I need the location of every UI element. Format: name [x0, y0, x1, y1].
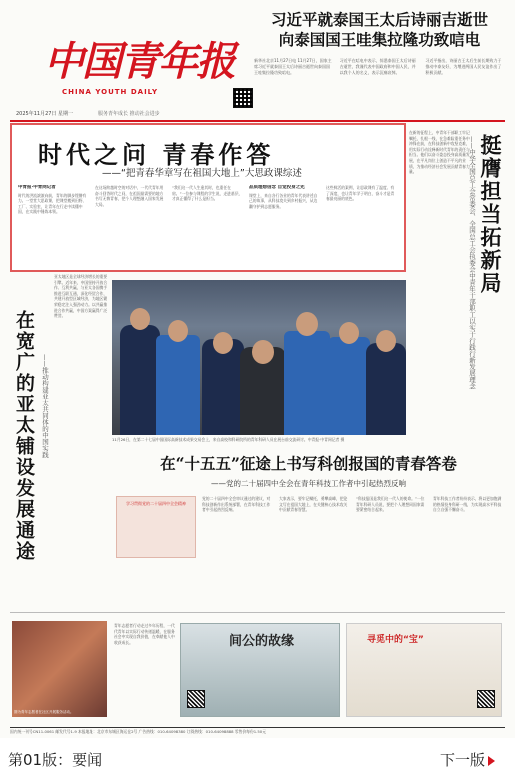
left-column-article[interactable] — [10, 274, 108, 574]
current-page-label: 第01版：要闻 — [8, 751, 103, 769]
top-story-headline-line1: 习近平就泰国王太后诗丽吉逝世 — [270, 10, 488, 29]
feature-columns — [18, 185, 398, 266]
feature-column — [326, 185, 398, 266]
right-column-article[interactable] — [409, 126, 505, 456]
promo-photo-caption: 图为青年志愿者在社区开展服务活动。 — [14, 710, 74, 714]
second-article[interactable] — [112, 452, 505, 608]
issue-date: 2025年11月27日 星期一 — [16, 111, 74, 117]
next-page-button[interactable] — [440, 749, 495, 770]
feature-column — [249, 185, 321, 266]
masthead-divider — [10, 120, 505, 122]
top-story-headline-line2: 向泰国国王哇集拉隆功致唁电 — [278, 30, 481, 49]
masthead-slogan: 服务青年成长 推动社会进步 — [98, 111, 160, 117]
advertisement-1-title: 间公的故缘 — [229, 634, 295, 649]
column-text: 这些鲜活的案例，让思政课有了温度、有了深度，也让青年学子明白，奋斗才是青春最亮丽的底色。 — [326, 185, 395, 202]
next-page-label: 下一版 — [439, 751, 485, 769]
promo-text: 青年志愿者行动走过多年历程，一代代青年以实际行动传递温暖，在服务社会中实现自我价值，在奉献他人中收获成长。 — [114, 623, 175, 645]
bottom-promo-section — [10, 612, 505, 724]
top-story-headline[interactable] — [254, 10, 505, 50]
top-story-paragraph: 习近平在唁电中表示，惊悉泰国王太后诗丽吉逝世，我谨代表中国政府和中国人民，并以我个人的名义，表示沉痛哀悼。 — [339, 58, 416, 75]
news-photo[interactable] — [112, 280, 406, 435]
imprint-footer: 国内统一刊号CN11-0061 邮发代号1-9 本报地址：北京市东城区海运仓2号 广告热线：010-64098380 订阅热线：010-64098888 零售价每份1.50元 — [10, 727, 505, 735]
newspaper-logo: 中国青年报 — [44, 38, 234, 85]
second-article-column: 青年科技工作者纷纷表示，将以更加饱满的热情投身科研一线，为实现高水平科技自立自强不懈奋斗。 — [433, 496, 502, 513]
column-badge — [116, 496, 196, 558]
photo-caption: 11月26日，在第二十七届中国国际高新技术成果交易会上，来自高校和科研院所的青年科研人员在展台前交流研讨。中青报·中青网记者 摄 — [112, 437, 345, 442]
column-text: 在这场跨越时空的对话中，一代代青年用奋斗回答时代之问，在祖国最需要的地方书写无悔青春，把个人理想融入国家发展大局。 — [95, 185, 164, 207]
left-column-headline: 在宽广的亚太铺设发展通途 — [13, 310, 35, 562]
column-text: 课堂上，来自各行各业的青年代表讲述自己的故事，从科技攻关到乡村振兴，从边疆守护到志愿服务。 — [249, 192, 318, 209]
second-article-headline: 在“十五五”征途上书写科创报国的青春答卷 — [160, 454, 457, 473]
column-text: “我们这一代人生逢其时，也重任在肩。”一位参与课程的学生说，走进基层，才真正懂得了什么是担当。 — [172, 185, 243, 202]
page-navigation-bar — [0, 741, 515, 775]
left-column-text: 亚太地区是全球经济增长的重要引擎。近年来，中国坚持开放合作、互利共赢，与亚太各国携手推进互联互通，深化经贸合作，共建开放型区域经济，为地区繁荣稳定注入强劲动力。以共赢推进合作共赢，中国方案赢得广泛赞誉。 — [54, 274, 108, 319]
qr-code-icon — [233, 88, 253, 108]
promo-photo[interactable] — [12, 621, 107, 717]
right-column-headline: 挺膺担当拓新局 — [478, 134, 503, 295]
advertisement-2-title: 寻觅中的“宝” — [367, 635, 424, 645]
left-column-subheadline: ——推动构建亚太共同体的中国实践 — [41, 354, 49, 458]
feature-subtitle: ——“把青春华章写在祖国大地上”大思政课综述 — [102, 168, 302, 179]
second-article-column: 党的二十届四中全会审议通过的建议，对科技创新作出系统部署，在青年科技工作者中引起热烈反响。 — [202, 496, 271, 513]
column-heading: 中青报·中青网记者 — [18, 185, 56, 190]
feature-column — [95, 185, 167, 266]
second-article-subheadline: ——党的二十届四中全会在青年科技工作者中引起热烈反响 — [211, 479, 406, 488]
column-text: 时代的洪流滚滚向前，青年的脚步铿锵有力。一堂堂大思政课，把课堂搬到田野、工厂、实验室，让青年在行走中读懂中国，在实践中锤炼本领。 — [18, 192, 87, 215]
second-article-column: “科技报国是我们这一代人的使命。”一位青年科研人员说，要把个人理想同国家需要紧密结合起来。 — [356, 496, 425, 513]
feature-column — [172, 185, 244, 266]
feature-article[interactable] — [10, 123, 406, 272]
right-column-text: 在新的征程上，中青年干部职工牢记嘱托，扎根一线，在急难险重任务中冲锋在前，在科技创新中攻坚克难，用实际行动诠释新时代青年的责任与担当。他们以奋斗姿态投身高质量发展，在平凡岗位上创造不平凡的业绩，为推动经济社会发展贡献青春力量。 — [409, 130, 470, 175]
feature-column — [18, 185, 90, 266]
right-column-subheadline: ——中华全国总工会常委会、全国总工会执委会中青年干部职工以实干行践行新发展理念 — [468, 136, 476, 390]
newspaper-logo-english: CHINA YOUTH DAILY — [62, 88, 159, 96]
second-article-columns — [202, 496, 505, 604]
top-story-paragraph: 习近平指出，诗丽吉王太后生前长期致力于推动中泰友好，为增进两国人民友谊作出了积极贡献。 — [425, 58, 502, 75]
top-story-paragraph: 新华社北京11月27日电 11月27日，国家主席习近平就泰国王太后诗丽吉逝世向泰国国王哇集拉隆功致唁电。 — [254, 58, 332, 75]
advertisement-2[interactable] — [346, 623, 502, 717]
arrow-right-icon — [488, 756, 495, 766]
top-story-body — [254, 58, 505, 100]
qr-code-icon — [477, 690, 495, 708]
feature-title: 时代之问 青春作答 — [38, 140, 275, 169]
column-heading: 品质理想信念 自觉投身之先 — [249, 185, 305, 190]
top-story[interactable] — [254, 10, 505, 100]
advertisement-1[interactable] — [180, 623, 340, 717]
column-badge-label: 学习贯彻党的二十届四中全会精神 — [126, 501, 186, 506]
qr-code-icon — [187, 690, 205, 708]
second-article-column: 大家表示，要牢记嘱托，勇攀高峰，把论文写在祖国大地上，在关键核心技术攻关中贡献青春智慧。 — [279, 496, 348, 513]
